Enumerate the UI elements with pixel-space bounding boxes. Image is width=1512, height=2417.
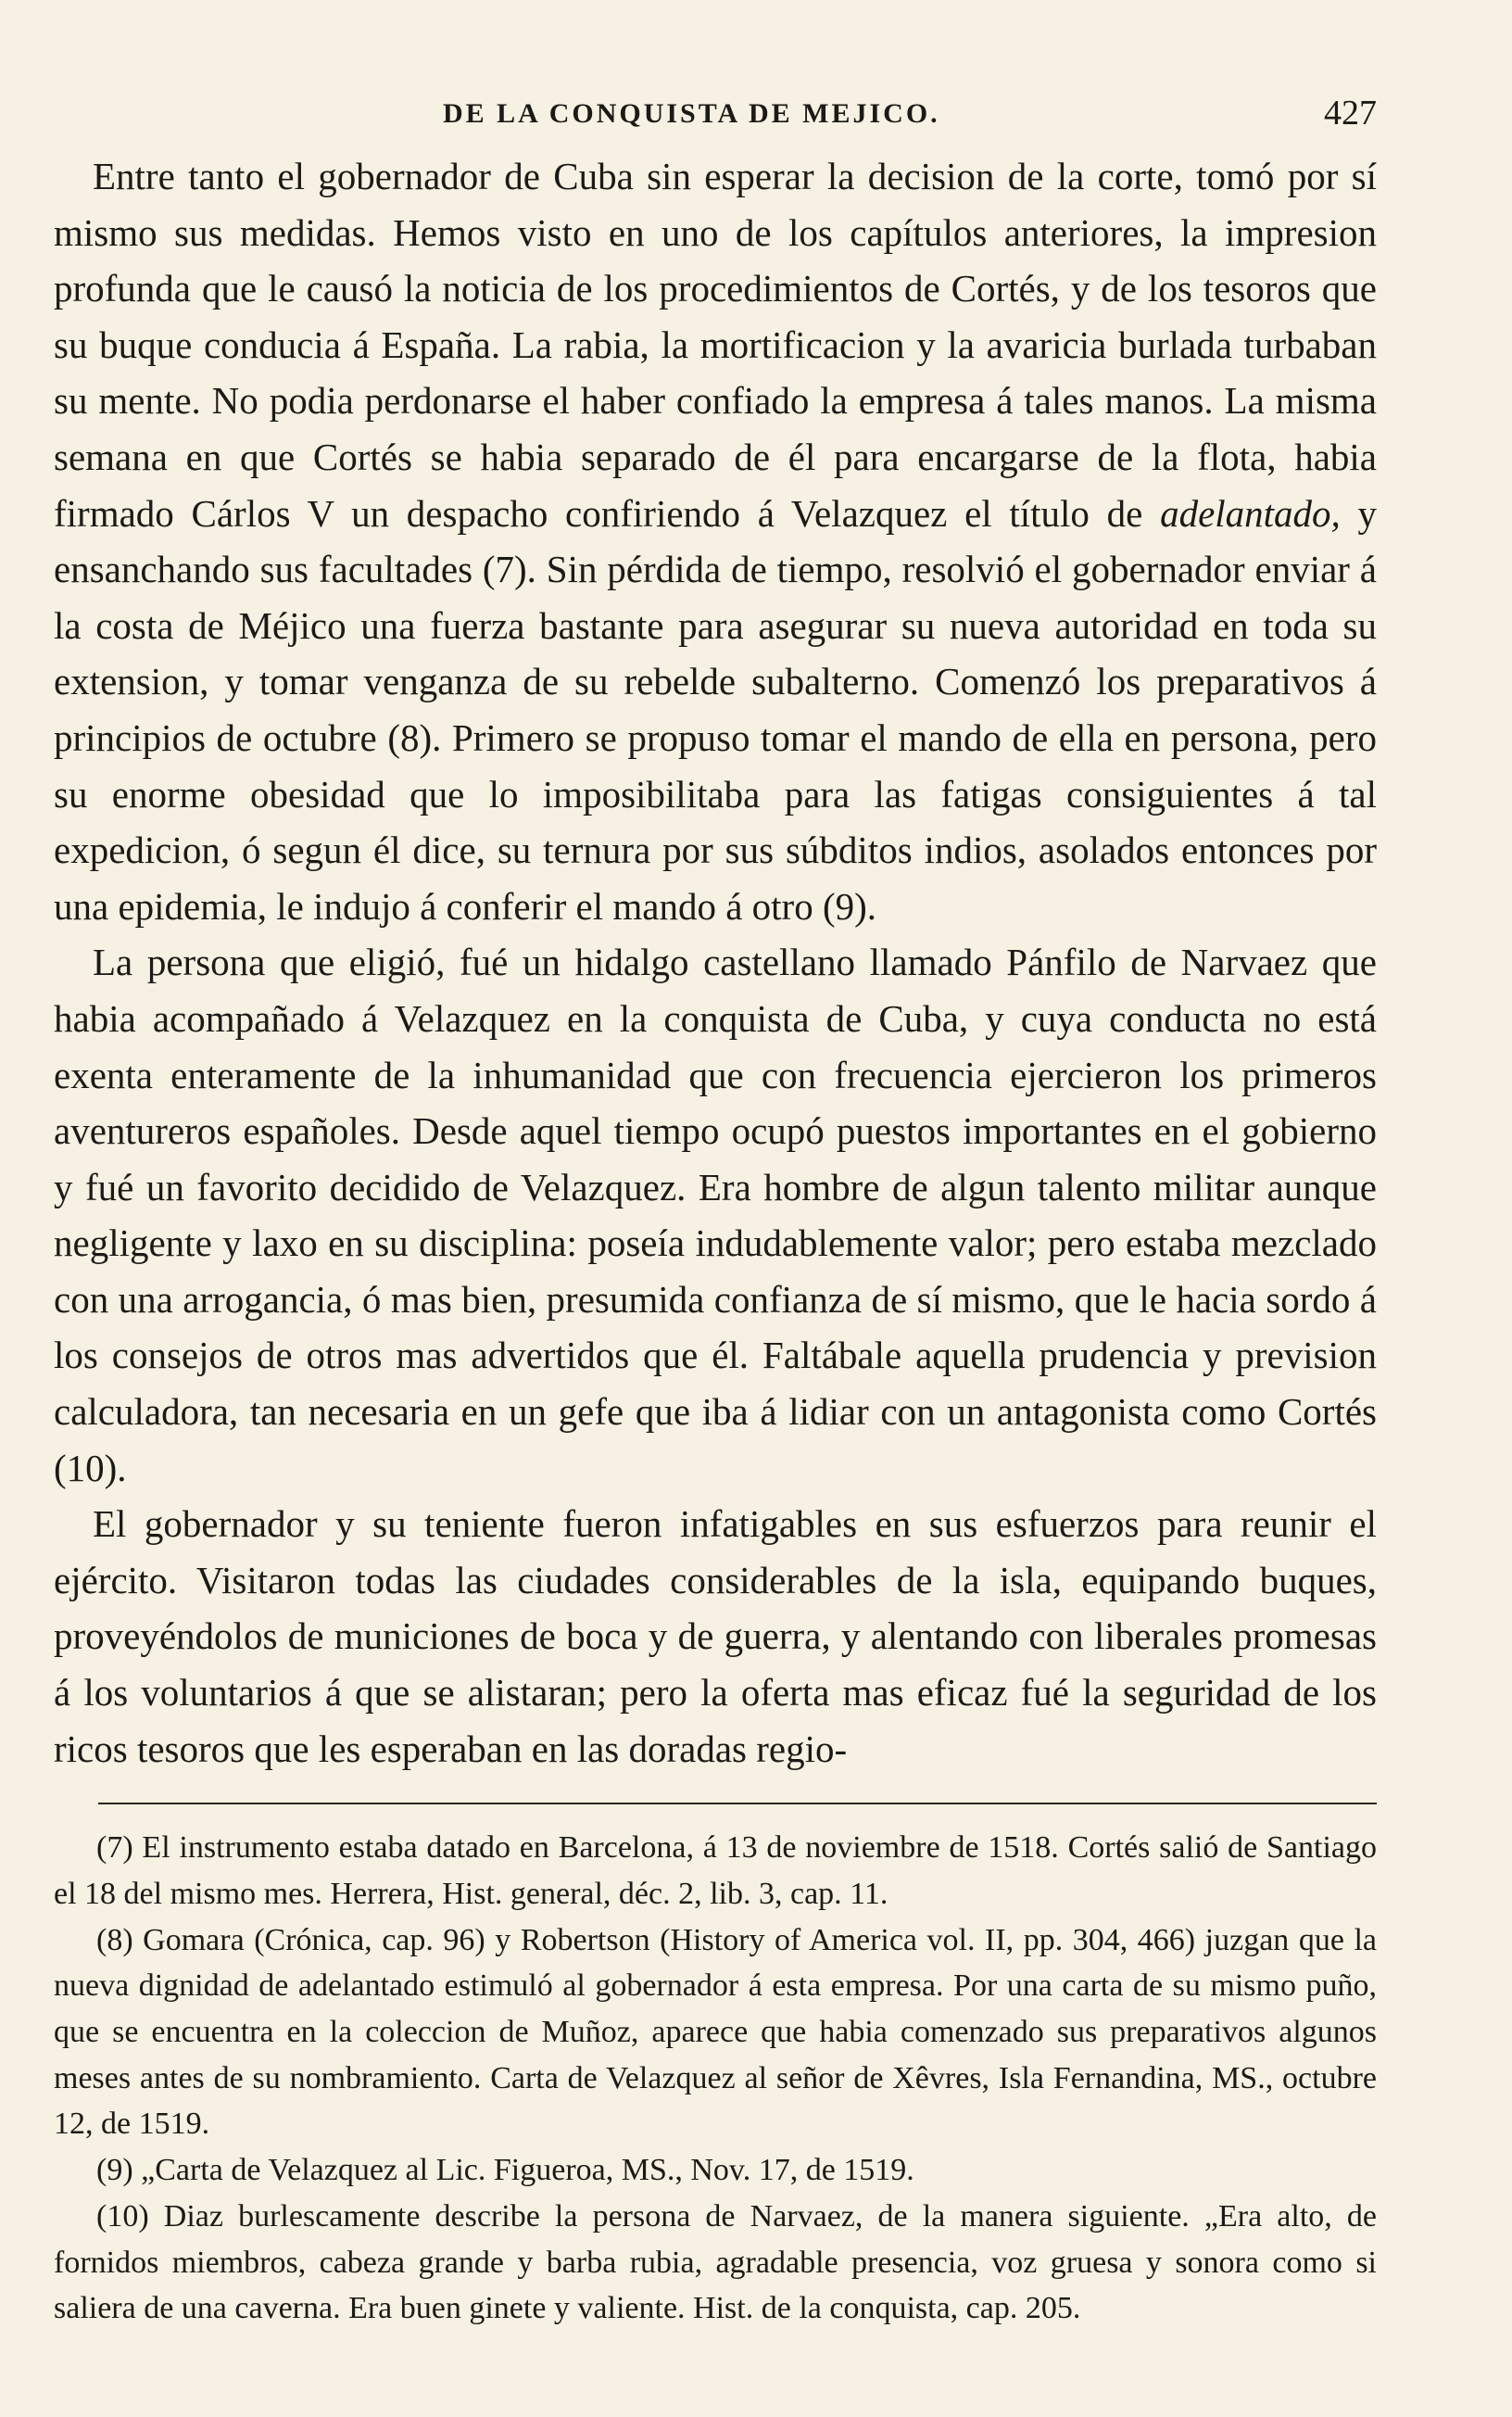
footnotes — [54, 1825, 1377, 2332]
footnote-7: (7) El instrumento estaba datado en Barcelona, á 13 de noviembre de 1518. Cortés salió de Santiago el 18 del mismo mes. Herrera, Hist. general, déc. 2, lib. 3, cap. 11. — [54, 1830, 1377, 1911]
running-title: DE LA CONQUISTA DE MEJICO. — [443, 98, 940, 129]
paragraph-1-text-b: y ensanchando sus facultades (7). Sin pérdida de tiempo, resolvió el gobernador enviar á la costa de Méjico una fuerza bastante para asegurar su nueva autoridad en toda su extension, y tomar venganza de su rebelde subalterno. Comenzó los preparativos á principios de octubre (8). Primero se propuso tomar el mando de ella en persona, pero su enorme obesidad que lo imposibilitaba para las fatigas consiguientes á tal expedicion, ó segun él dice, su ternura por sus súbditos indios, asolados entonces por una epidemia, le indujo á conferir el mando á otro (9). — [54, 491, 1378, 928]
paragraph-2: La persona que eligió, fué un hidalgo castellano llamado Pánfilo de Narvaez que habia acompañado á Velazquez en la conquista de Cuba, y cuya conducta no está exenta enteramente de la inhumanidad que con frecuencia ejercieron los primeros aventureros españoles. Desde aquel tiempo ocupó puestos importantes en el gobierno y fué un favorito decidido de Velazquez. Era hombre de algun talento militar aunque negligente y laxo en su disciplina: poseía indudablemente valor; pero estaba mezclado con una arrogancia, ó mas bien, presumida confianza de sí mismo, que le hacia sordo á los consejos de otros mas advertidos que él. Faltábale aquella prudencia y prevision calculadora, tan necesaria en un gefe que iba á lidiar con un antagonista como Cortés (10). — [54, 941, 1377, 1489]
paragraph-1-text-a: Entre tanto el gobernador de Cuba sin esperar la decision de la corte, tomó por sí mismo sus medidas. Hemos visto en uno de los capítulos anteriores, la impresion profunda que le causó la noticia de los procedimientos de Cortés, y de los tesoros que su buque conducia á España. La rabia, la mortificacion y la avaricia burlada turbaban su mente. No podia perdonarse el haber confiado la empresa á tales manos. La misma semana en que Cortés se habia separado de él para encargarse de la flota, habia firmado Cárlos V un despacho confiriendo á Velazquez el título de — [54, 155, 1377, 535]
paragraph-3: El gobernador y su teniente fueron infatigables en sus esfuerzos para reunir el ejército. Visitaron todas las ciudades considerables de la isla, equipando buques, proveyéndolos de municiones de boca y de guerra, y alentando con liberales promesas á los voluntarios á que se alistaran; pero la oferta mas eficaz fué la seguridad de los ricos tesoros que les esperaban en las doradas regio- — [54, 1502, 1377, 1770]
paragraph-1 — [54, 148, 1377, 934]
footnote-8: (8) Gomara (Crónica, cap. 96) y Robertson (History of America vol. II, pp. 304, 466) juzgan que la nueva dignidad de adelantado estimuló al gobernador á esta empresa. Por una carta de su mismo puño, que se encuentra en la coleccion de Muñoz, aparece que habia comenzado sus preparativos algunos meses antes de su nombramiento. Carta de Velazquez al señor de Xêvres, Isla Fernandina, MS., octubre 12, de 1519. — [54, 1922, 1377, 2142]
footnote-10: (10) Diaz burlescamente describe la persona de Narvaez, de la manera siguiente. „Era alto, de fornidos miembros, cabeza grande y barba rubia, agradable presencia, voz gruesa y sonora como si saliera de una caverna. Era buen ginete y valiente. Hist. de la conquista, cap. 205. — [54, 2198, 1377, 2326]
main-text — [54, 148, 1377, 1777]
page-number: 427 — [1324, 94, 1377, 133]
italic-term-adelantado: adelantado, — [1160, 491, 1341, 535]
footnote-divider — [98, 1803, 1377, 1804]
running-head — [54, 93, 1377, 148]
book-page — [54, 93, 1377, 2332]
footnote-9: (9) „Carta de Velazquez al Lic. Figueroa, MS., Nov. 17, de 1519. — [96, 2153, 914, 2188]
